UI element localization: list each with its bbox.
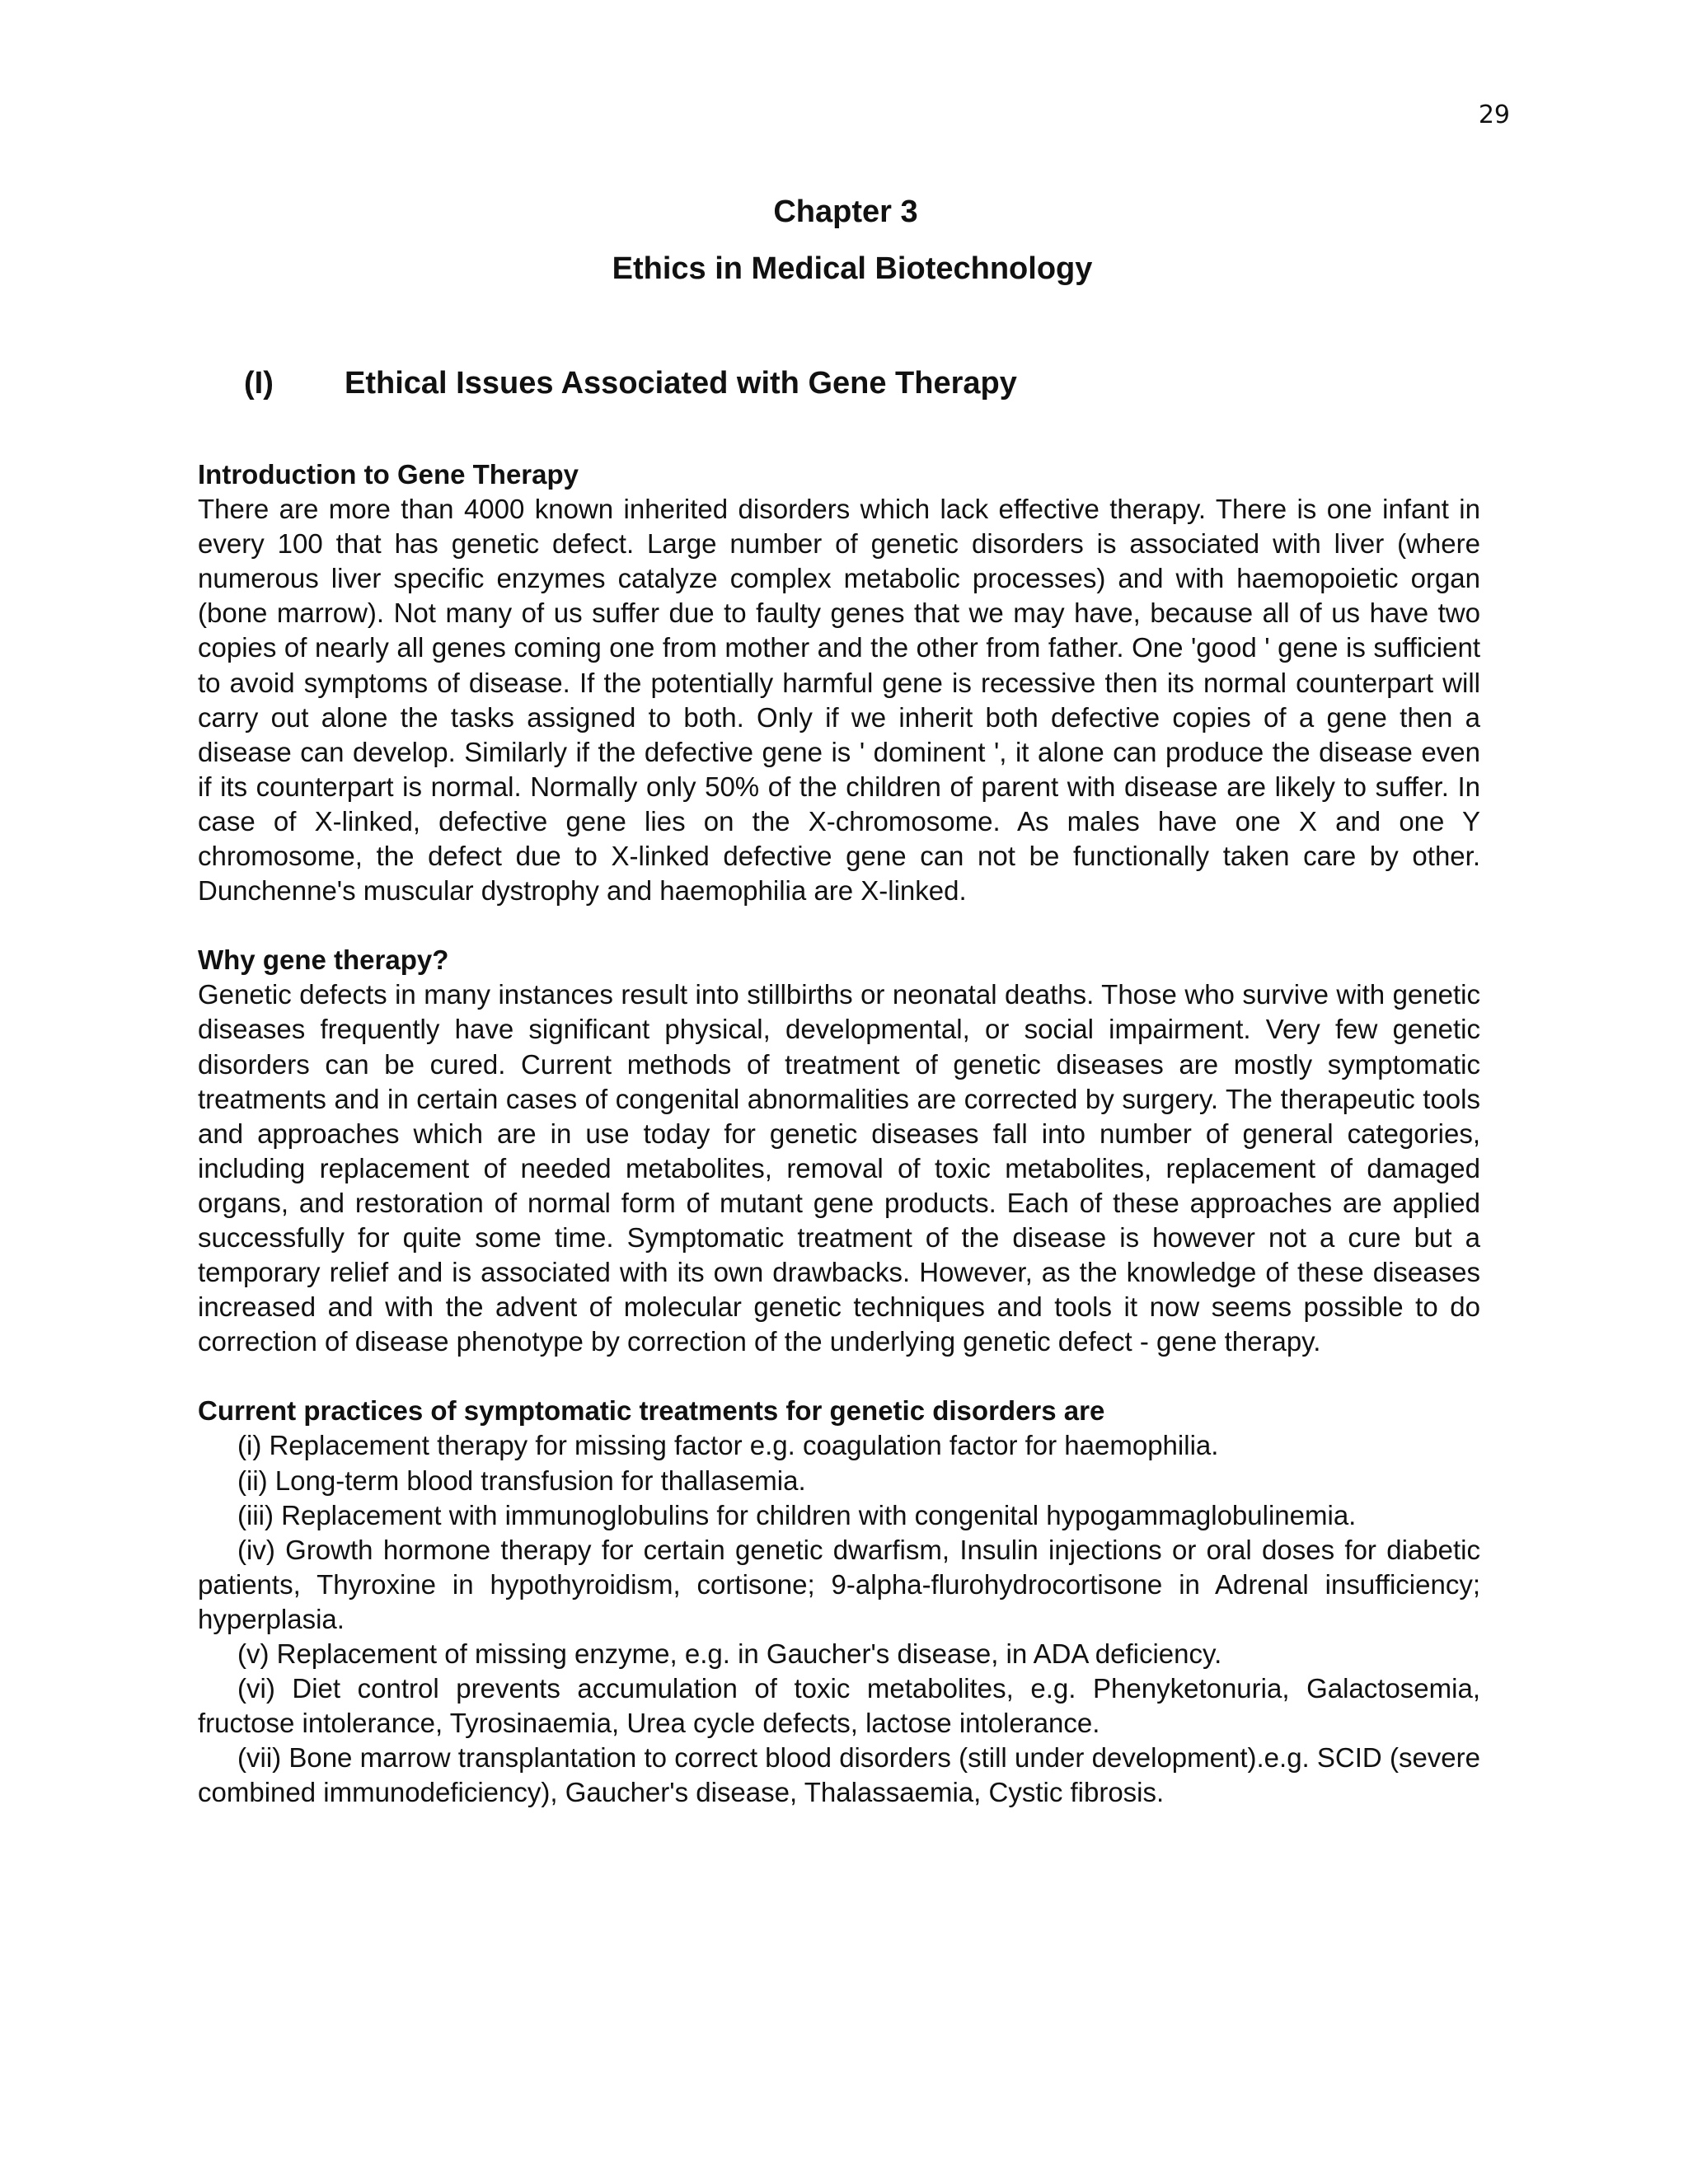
chapter-title: Chapter 3 [773, 194, 918, 229]
why-paragraph: Genetic defects in many instances result into stillbirths or neonatal deaths. Those who survive with genetic diseases frequently have significant physical, developmental, or social impairment. Very few genetic disorders can be cured. Current methods of treatment of genetic diseases are mostly symptomatic treatments and in certain cases of congenital abnormalities are corrected by surgery. The therapeutic tools and approaches which are in use today for genetic diseases fall into number of general categories, including replacement of needed metabolites, removal of toxic metabolites, replacement of damaged organs, and restoration of normal form of mutant gene products. Each of these approaches are applied successfully for quite some time. Symptomatic treatment of the disease is however not a cure but a temporary relief and is associated with its own drawbacks. However, as the knowledge of these diseases increased and with the advent of molecular genetic techniques and tools it now seems possible to do correction of disease phenotype by correction of the underlying genetic defect - gene therapy. [198, 979, 1480, 1357]
list-item: (i) Replacement therapy for missing factor e.g. coagulation factor for haemophilia. [237, 1430, 1219, 1461]
section-number: (I) [244, 366, 274, 401]
section-title: Ethical Issues Associated with Gene Therapy [345, 366, 1017, 401]
list-item: (vii) Bone marrow transplantation to correct blood disorders (still under development).e.g. SCID (severe combined immunodeficiency), Gaucher's disease, Thalassaemia, Cystic fibrosis. [198, 1742, 1480, 1808]
practices-heading: Current practices of symptomatic treatments for genetic disorders are [198, 1395, 1105, 1427]
page-number: 29 [1478, 101, 1510, 129]
intro-heading: Introduction to Gene Therapy [198, 459, 579, 490]
list-item: (vi) Diet control prevents accumulation of toxic metabolites, e.g. Phenyketonuria, Galactosemia, fructose intolerance, Tyrosinaemia, Urea cycle defects, lactose intolerance. [198, 1673, 1480, 1739]
why-heading: Why gene therapy? [198, 944, 449, 976]
list-item: (v) Replacement of missing enzyme, e.g. in Gaucher's disease, in ADA deficiency. [237, 1638, 1222, 1669]
list-item: (iii) Replacement with immunoglobulins for children with congenital hypogammaglobulinemia. [237, 1499, 1357, 1530]
intro-paragraph: There are more than 4000 known inherited disorders which lack effective therapy. There is one infant in every 100 that has genetic defect. Large number of genetic disorders is associated with liver (where numerous liver specific enzymes catalyze complex metabolic processes) and with haemopoietic organ (bone marrow). Not many of us suffer due to faulty genes that we may have, because all of us have two copies of nearly all genes coming one from mother and the other from father. One 'good ' gene is sufficient to avoid symptoms of disease. If the potentially harmful gene is recessive then its normal counterpart will carry out alone the tasks assigned to both. Only if we inherit both defective copies of a gene then a disease can develop. Similarly if the defective gene is ' dominent ', it alone can produce the disease even if its counterpart is normal. Normally only 50% of the children of parent with disease are likely to suffer. In case of X-linked, defective gene lies on the X-chromosome. As males have one X and one Y chromosome, the defect due to X-linked defective gene can not be functionally taken care by other. Dunchenne's muscular dystrophy and haemophilia are X-linked. [198, 494, 1480, 907]
section-heading [244, 366, 1017, 401]
list-item: (ii) Long-term blood transfusion for thallasemia. [237, 1465, 806, 1496]
document-body [198, 457, 1480, 1810]
chapter-subtitle: Ethics in Medical Biotechnology [612, 251, 1093, 286]
list-item: (iv) Growth hormone therapy for certain genetic dwarfism, Insulin injections or oral doses for diabetic patients, Thyroxine in hypothyroidism, cortisone; 9-alpha-flurohydrocortisone in Adrenal insufficiency; hyperplasia. [198, 1534, 1480, 1634]
